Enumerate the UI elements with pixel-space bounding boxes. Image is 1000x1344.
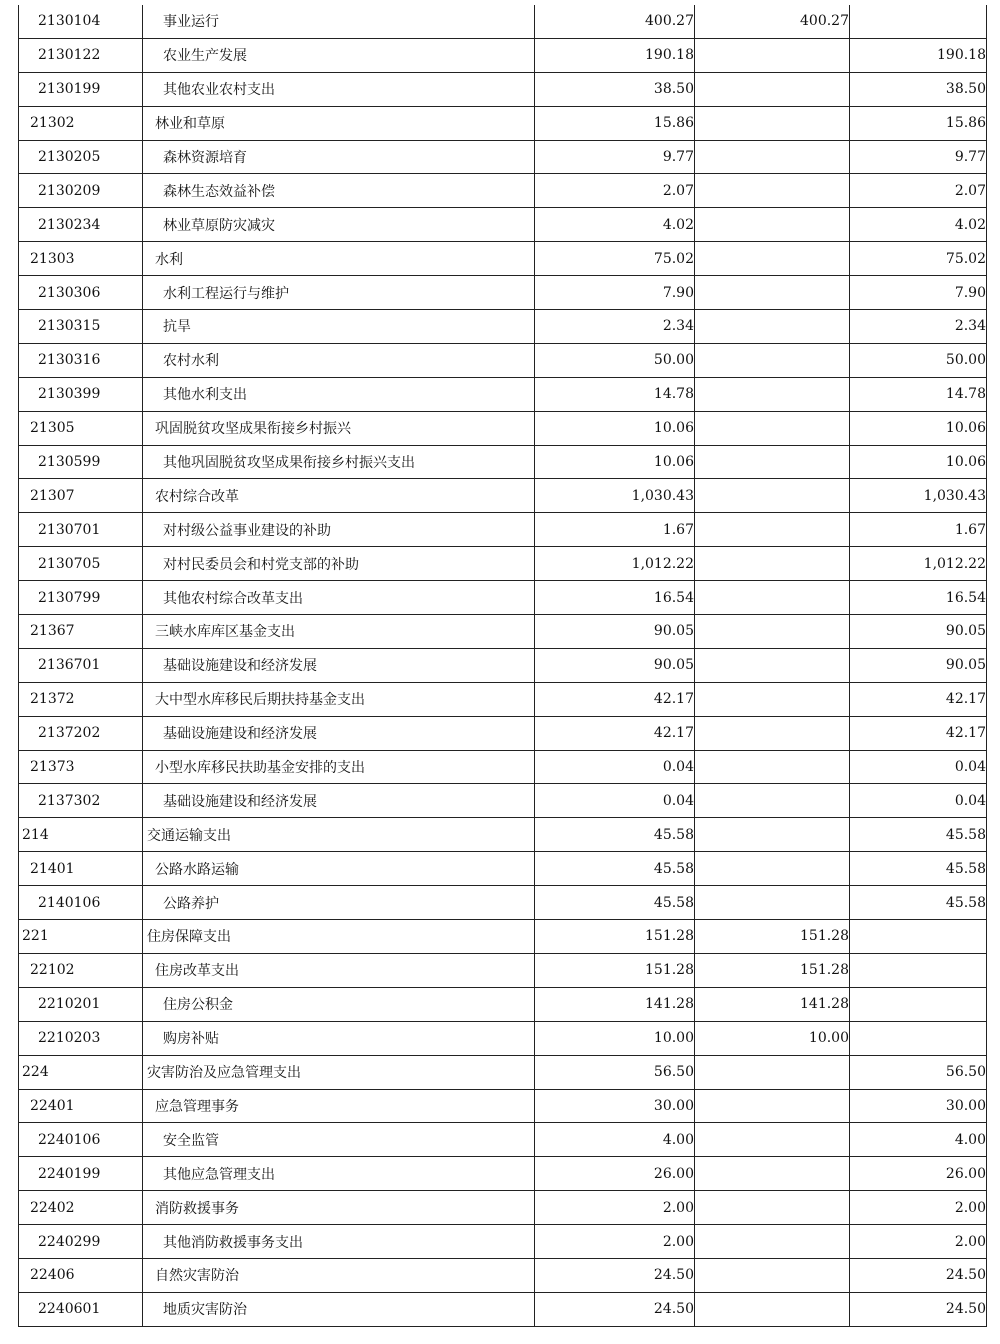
project-expenditure-cell: 45.58 xyxy=(850,818,987,852)
total-amount-cell: 0.04 xyxy=(535,750,695,784)
item-name-cell: 巩固脱贫攻坚成果衔接乡村振兴 xyxy=(143,411,535,445)
table-row xyxy=(19,242,987,276)
basic-expenditure-cell xyxy=(695,208,850,242)
total-amount-cell: 151.28 xyxy=(535,920,695,954)
item-code-cell: 21401 xyxy=(19,852,143,886)
item-name-cell: 大中型水库移民后期扶持基金支出 xyxy=(143,682,535,716)
item-code-cell: 21307 xyxy=(19,479,143,513)
total-amount-cell: 190.18 xyxy=(535,38,695,72)
item-name-cell: 公路养护 xyxy=(143,886,535,920)
project-expenditure-cell: 42.17 xyxy=(850,716,987,750)
item-code-cell: 2130209 xyxy=(19,174,143,208)
item-code-cell: 2136701 xyxy=(19,648,143,682)
total-amount-cell: 1,030.43 xyxy=(535,479,695,513)
item-name-cell: 公路水路运输 xyxy=(143,852,535,886)
project-expenditure-cell: 0.04 xyxy=(850,750,987,784)
total-amount-cell: 16.54 xyxy=(535,581,695,615)
basic-expenditure-cell xyxy=(695,343,850,377)
total-amount-cell: 1.67 xyxy=(535,513,695,547)
table-row xyxy=(19,106,987,140)
project-expenditure-cell: 2.00 xyxy=(850,1191,987,1225)
table-row xyxy=(19,1055,987,1089)
item-code-cell: 21302 xyxy=(19,106,143,140)
basic-expenditure-cell: 141.28 xyxy=(695,987,850,1021)
item-name-cell: 住房保障支出 xyxy=(143,920,535,954)
basic-expenditure-cell xyxy=(695,750,850,784)
basic-expenditure-cell xyxy=(695,140,850,174)
project-expenditure-cell: 2.34 xyxy=(850,310,987,344)
total-amount-cell: 4.02 xyxy=(535,208,695,242)
total-amount-cell: 400.27 xyxy=(535,5,695,38)
total-amount-cell: 14.78 xyxy=(535,377,695,411)
total-amount-cell: 2.00 xyxy=(535,1225,695,1259)
table-row xyxy=(19,1021,987,1055)
table-row xyxy=(19,38,987,72)
project-expenditure-cell: 38.50 xyxy=(850,72,987,106)
table-row xyxy=(19,1123,987,1157)
table-row xyxy=(19,920,987,954)
table-row xyxy=(19,648,987,682)
item-code-cell: 21373 xyxy=(19,750,143,784)
total-amount-cell: 56.50 xyxy=(535,1055,695,1089)
item-name-cell: 其他农村综合改革支出 xyxy=(143,581,535,615)
item-code-cell: 22102 xyxy=(19,953,143,987)
total-amount-cell: 30.00 xyxy=(535,1089,695,1123)
table-row xyxy=(19,615,987,649)
project-expenditure-cell: 0.04 xyxy=(850,784,987,818)
basic-expenditure-cell xyxy=(695,784,850,818)
table-row xyxy=(19,547,987,581)
project-expenditure-cell: 4.00 xyxy=(850,1123,987,1157)
item-code-cell: 21372 xyxy=(19,682,143,716)
project-expenditure-cell: 30.00 xyxy=(850,1089,987,1123)
total-amount-cell: 42.17 xyxy=(535,682,695,716)
item-code-cell: 22401 xyxy=(19,1089,143,1123)
item-name-cell: 小型水库移民扶助基金安排的支出 xyxy=(143,750,535,784)
basic-expenditure-cell xyxy=(695,682,850,716)
table-row xyxy=(19,5,987,38)
item-code-cell: 2130705 xyxy=(19,547,143,581)
item-name-cell: 对村民委员会和村党支部的补助 xyxy=(143,547,535,581)
item-name-cell: 抗旱 xyxy=(143,310,535,344)
item-code-cell: 2240106 xyxy=(19,1123,143,1157)
item-code-cell: 2130799 xyxy=(19,581,143,615)
item-name-cell: 森林资源培育 xyxy=(143,140,535,174)
item-code-cell: 2210201 xyxy=(19,987,143,1021)
project-expenditure-cell: 50.00 xyxy=(850,343,987,377)
total-amount-cell: 2.34 xyxy=(535,310,695,344)
table-row xyxy=(19,886,987,920)
table-row xyxy=(19,716,987,750)
basic-expenditure-cell: 151.28 xyxy=(695,953,850,987)
basic-expenditure-cell xyxy=(695,581,850,615)
budget-expenditure-table xyxy=(18,5,987,1327)
item-name-cell: 事业运行 xyxy=(143,5,535,38)
project-expenditure-cell: 2.07 xyxy=(850,174,987,208)
item-code-cell: 214 xyxy=(19,818,143,852)
table-row xyxy=(19,1089,987,1123)
table-row xyxy=(19,276,987,310)
total-amount-cell: 10.06 xyxy=(535,411,695,445)
item-code-cell: 2140106 xyxy=(19,886,143,920)
project-expenditure-cell: 15.86 xyxy=(850,106,987,140)
project-expenditure-cell: 24.50 xyxy=(850,1292,987,1326)
item-name-cell: 农村水利 xyxy=(143,343,535,377)
table-body xyxy=(19,5,987,1326)
basic-expenditure-cell xyxy=(695,1225,850,1259)
project-expenditure-cell: 45.58 xyxy=(850,852,987,886)
basic-expenditure-cell xyxy=(695,377,850,411)
total-amount-cell: 9.77 xyxy=(535,140,695,174)
total-amount-cell: 7.90 xyxy=(535,276,695,310)
total-amount-cell: 50.00 xyxy=(535,343,695,377)
table-row xyxy=(19,1292,987,1326)
basic-expenditure-cell xyxy=(695,1292,850,1326)
item-code-cell: 2130122 xyxy=(19,38,143,72)
table-row xyxy=(19,310,987,344)
basic-expenditure-cell xyxy=(695,886,850,920)
basic-expenditure-cell xyxy=(695,1157,850,1191)
total-amount-cell: 38.50 xyxy=(535,72,695,106)
basic-expenditure-cell: 400.27 xyxy=(695,5,850,38)
project-expenditure-cell: 14.78 xyxy=(850,377,987,411)
project-expenditure-cell: 10.06 xyxy=(850,411,987,445)
table-row xyxy=(19,784,987,818)
item-name-cell: 水利工程运行与维护 xyxy=(143,276,535,310)
item-code-cell: 2130205 xyxy=(19,140,143,174)
table-row xyxy=(19,818,987,852)
item-name-cell: 住房公积金 xyxy=(143,987,535,1021)
item-name-cell: 其他消防救援事务支出 xyxy=(143,1225,535,1259)
table-row xyxy=(19,513,987,547)
basic-expenditure-cell xyxy=(695,445,850,479)
total-amount-cell: 2.07 xyxy=(535,174,695,208)
item-code-cell: 2130104 xyxy=(19,5,143,38)
project-expenditure-cell: 190.18 xyxy=(850,38,987,72)
table-row xyxy=(19,72,987,106)
project-expenditure-cell: 42.17 xyxy=(850,682,987,716)
item-code-cell: 22402 xyxy=(19,1191,143,1225)
item-name-cell: 应急管理事务 xyxy=(143,1089,535,1123)
item-name-cell: 对村级公益事业建设的补助 xyxy=(143,513,535,547)
basic-expenditure-cell xyxy=(695,174,850,208)
total-amount-cell: 75.02 xyxy=(535,242,695,276)
item-code-cell: 2130315 xyxy=(19,310,143,344)
item-code-cell: 2130199 xyxy=(19,72,143,106)
project-expenditure-cell: 56.50 xyxy=(850,1055,987,1089)
total-amount-cell: 1,012.22 xyxy=(535,547,695,581)
table-row xyxy=(19,682,987,716)
item-code-cell: 2130316 xyxy=(19,343,143,377)
item-code-cell: 21305 xyxy=(19,411,143,445)
table-row xyxy=(19,852,987,886)
project-expenditure-cell: 1,012.22 xyxy=(850,547,987,581)
item-code-cell: 2240199 xyxy=(19,1157,143,1191)
total-amount-cell: 45.58 xyxy=(535,818,695,852)
item-name-cell: 林业和草原 xyxy=(143,106,535,140)
basic-expenditure-cell xyxy=(695,716,850,750)
basic-expenditure-cell xyxy=(695,1191,850,1225)
total-amount-cell: 10.00 xyxy=(535,1021,695,1055)
item-name-cell: 基础设施建设和经济发展 xyxy=(143,648,535,682)
basic-expenditure-cell xyxy=(695,1055,850,1089)
project-expenditure-cell: 16.54 xyxy=(850,581,987,615)
table-row xyxy=(19,581,987,615)
project-expenditure-cell: 2.00 xyxy=(850,1225,987,1259)
basic-expenditure-cell xyxy=(695,615,850,649)
basic-expenditure-cell xyxy=(695,648,850,682)
basic-expenditure-cell xyxy=(695,547,850,581)
item-code-cell: 2210203 xyxy=(19,1021,143,1055)
item-name-cell: 购房补贴 xyxy=(143,1021,535,1055)
table-row xyxy=(19,1157,987,1191)
basic-expenditure-cell xyxy=(695,411,850,445)
item-name-cell: 林业草原防灾减灾 xyxy=(143,208,535,242)
project-expenditure-cell: 9.77 xyxy=(850,140,987,174)
item-code-cell: 21367 xyxy=(19,615,143,649)
table-row xyxy=(19,987,987,1021)
table-row xyxy=(19,1258,987,1292)
item-name-cell: 森林生态效益补偿 xyxy=(143,174,535,208)
basic-expenditure-cell xyxy=(695,479,850,513)
item-name-cell: 三峡水库库区基金支出 xyxy=(143,615,535,649)
table-row xyxy=(19,953,987,987)
total-amount-cell: 15.86 xyxy=(535,106,695,140)
total-amount-cell: 141.28 xyxy=(535,987,695,1021)
basic-expenditure-cell: 10.00 xyxy=(695,1021,850,1055)
total-amount-cell: 90.05 xyxy=(535,615,695,649)
project-expenditure-cell: 45.58 xyxy=(850,886,987,920)
item-code-cell: 221 xyxy=(19,920,143,954)
project-expenditure-cell: 4.02 xyxy=(850,208,987,242)
table-row xyxy=(19,445,987,479)
basic-expenditure-cell xyxy=(695,242,850,276)
project-expenditure-cell: 24.50 xyxy=(850,1258,987,1292)
project-expenditure-cell xyxy=(850,920,987,954)
item-code-cell: 2130234 xyxy=(19,208,143,242)
project-expenditure-cell: 75.02 xyxy=(850,242,987,276)
item-name-cell: 交通运输支出 xyxy=(143,818,535,852)
total-amount-cell: 24.50 xyxy=(535,1258,695,1292)
item-name-cell: 其他巩固脱贫攻坚成果衔接乡村振兴支出 xyxy=(143,445,535,479)
item-code-cell: 21303 xyxy=(19,242,143,276)
project-expenditure-cell: 90.05 xyxy=(850,648,987,682)
item-code-cell: 2130399 xyxy=(19,377,143,411)
item-name-cell: 基础设施建设和经济发展 xyxy=(143,784,535,818)
basic-expenditure-cell xyxy=(695,38,850,72)
item-name-cell: 住房改革支出 xyxy=(143,953,535,987)
total-amount-cell: 4.00 xyxy=(535,1123,695,1157)
item-code-cell: 2130701 xyxy=(19,513,143,547)
basic-expenditure-cell xyxy=(695,106,850,140)
project-expenditure-cell xyxy=(850,987,987,1021)
total-amount-cell: 10.06 xyxy=(535,445,695,479)
total-amount-cell: 45.58 xyxy=(535,886,695,920)
item-name-cell: 农村综合改革 xyxy=(143,479,535,513)
basic-expenditure-cell xyxy=(695,818,850,852)
project-expenditure-cell xyxy=(850,953,987,987)
total-amount-cell: 42.17 xyxy=(535,716,695,750)
item-code-cell: 224 xyxy=(19,1055,143,1089)
item-code-cell: 22406 xyxy=(19,1258,143,1292)
basic-expenditure-cell xyxy=(695,276,850,310)
item-code-cell: 2130306 xyxy=(19,276,143,310)
table-row xyxy=(19,174,987,208)
total-amount-cell: 151.28 xyxy=(535,953,695,987)
project-expenditure-cell: 1.67 xyxy=(850,513,987,547)
item-name-cell: 安全监管 xyxy=(143,1123,535,1157)
item-code-cell: 2130599 xyxy=(19,445,143,479)
item-name-cell: 水利 xyxy=(143,242,535,276)
table-row xyxy=(19,479,987,513)
table-row xyxy=(19,343,987,377)
item-name-cell: 消防救援事务 xyxy=(143,1191,535,1225)
item-name-cell: 灾害防治及应急管理支出 xyxy=(143,1055,535,1089)
table-row xyxy=(19,1191,987,1225)
item-code-cell: 2137202 xyxy=(19,716,143,750)
project-expenditure-cell: 26.00 xyxy=(850,1157,987,1191)
basic-expenditure-cell xyxy=(695,1089,850,1123)
item-name-cell: 其他农业农村支出 xyxy=(143,72,535,106)
project-expenditure-cell xyxy=(850,5,987,38)
basic-expenditure-cell xyxy=(695,1123,850,1157)
total-amount-cell: 24.50 xyxy=(535,1292,695,1326)
item-code-cell: 2240601 xyxy=(19,1292,143,1326)
item-name-cell: 其他应急管理支出 xyxy=(143,1157,535,1191)
total-amount-cell: 0.04 xyxy=(535,784,695,818)
item-name-cell: 自然灾害防治 xyxy=(143,1258,535,1292)
project-expenditure-cell xyxy=(850,1021,987,1055)
project-expenditure-cell: 1,030.43 xyxy=(850,479,987,513)
total-amount-cell: 2.00 xyxy=(535,1191,695,1225)
basic-expenditure-cell xyxy=(695,72,850,106)
item-name-cell: 其他水利支出 xyxy=(143,377,535,411)
total-amount-cell: 90.05 xyxy=(535,648,695,682)
item-code-cell: 2137302 xyxy=(19,784,143,818)
total-amount-cell: 26.00 xyxy=(535,1157,695,1191)
basic-expenditure-cell xyxy=(695,852,850,886)
total-amount-cell: 45.58 xyxy=(535,852,695,886)
item-code-cell: 2240299 xyxy=(19,1225,143,1259)
item-name-cell: 基础设施建设和经济发展 xyxy=(143,716,535,750)
basic-expenditure-cell: 151.28 xyxy=(695,920,850,954)
project-expenditure-cell: 90.05 xyxy=(850,615,987,649)
project-expenditure-cell: 10.06 xyxy=(850,445,987,479)
project-expenditure-cell: 7.90 xyxy=(850,276,987,310)
table-row xyxy=(19,208,987,242)
table-row xyxy=(19,750,987,784)
basic-expenditure-cell xyxy=(695,310,850,344)
table-row xyxy=(19,377,987,411)
table-row xyxy=(19,140,987,174)
basic-expenditure-cell xyxy=(695,513,850,547)
table-row xyxy=(19,1225,987,1259)
item-name-cell: 地质灾害防治 xyxy=(143,1292,535,1326)
item-name-cell: 农业生产发展 xyxy=(143,38,535,72)
basic-expenditure-cell xyxy=(695,1258,850,1292)
table-row xyxy=(19,411,987,445)
